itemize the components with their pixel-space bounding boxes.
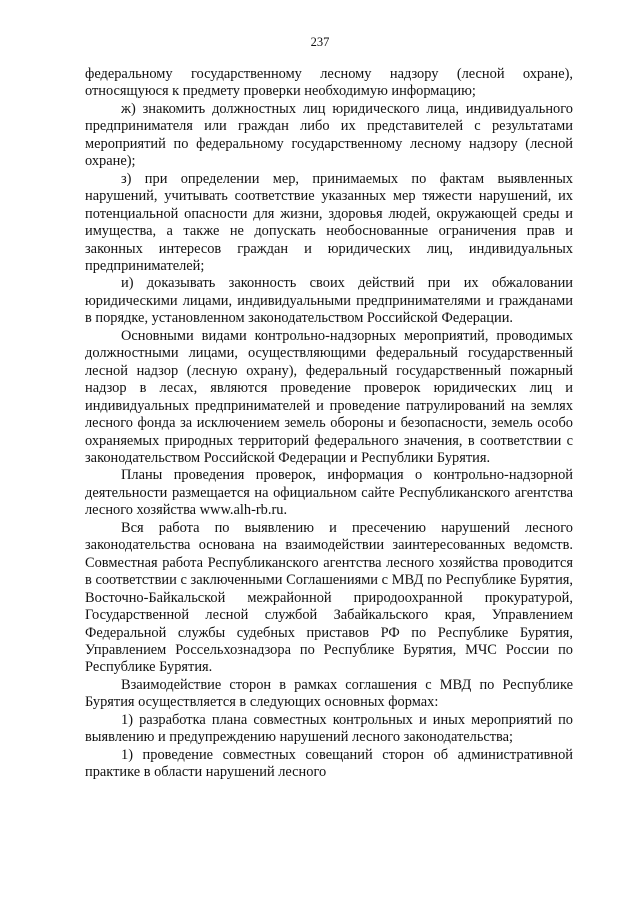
- document-body: [85, 66, 573, 782]
- paragraph-cooperation-forms: Взаимодействие сторон в рамках соглашения с МВД по Республике Бурятия осуществляется в следующих основных формах:: [85, 676, 573, 711]
- paragraph-item-z: з) при определении мер, принимаемых по фактам выявленных нарушений, учитывать соответствие указанных мер тяжести нарушений, их потенциальной опасности для жизни, здоровья людей, окружающей среды и имущества, а также не допускать необоснованные ограничения прав и законных интересов граждан и юридических лиц, индивидуальных предпринимателей;: [85, 170, 573, 274]
- paragraph-continuation: федеральному государственному лесному надзору (лесной охране), относящуюся к предмету проверки необходимую информацию;: [85, 66, 573, 100]
- paragraph-inspection-plans: Планы проведения проверок, информация о контрольно-надзорной деятельности размещается на официальном сайте Республиканского агентства лесного хозяйства www.alh-rb.ru.: [85, 467, 573, 519]
- paragraph-item-i: и) доказывать законность своих действий при их обжаловании юридическими лицами, индивидуальными предпринимателями и гражданами в порядке, установленном законодательством Российской Федерации.: [85, 275, 573, 327]
- page-number: 237: [310, 35, 330, 49]
- paragraph-interagency-work: Вся работа по выявлению и пресечению нарушений лесного законодательства основана на взаимодействии заинтересованных ведомств. Совместная работа Республиканского агентства лесного хозяйства проводится в соответствии с заключенными Соглашениями с МВД по Республике Бурятия, Восточно-Байкальской межрайонной природоохранной прокуратурой, Государственной лесной службой Забайкальского края, Управлением Федеральной службы судебных приставов РФ по Республике Бурятия, Управлением Россельхознадзора по Республике Бурятия, МЧС России по Республике Бурятия.: [85, 519, 573, 676]
- paragraph-item-zh: ж) знакомить должностных лиц юридического лица, индивидуального предпринимателя или граждан либо их представителей с результатами мероприятий по федеральному государственному лесному надзору (лесной охране);: [85, 100, 573, 170]
- paragraph-list-item-1: 1) разработка плана совместных контрольных и иных мероприятий по выявлению и предупреждению нарушений лесного законодательства;: [85, 711, 573, 746]
- paragraph-list-item-2: 1) проведение совместных совещаний сторон об административной практике в области нарушений лесного: [85, 746, 573, 781]
- paragraph-control-measures: Основными видами контрольно-надзорных мероприятий, проводимых должностными лицами, осуществляющими федеральный государственный лесной надзор (лесную охрану), федеральный государственный пожарный надзор в лесах, являются проведение проверок юридических лиц и индивидуальных предпринимателей и проведение патрулирований на землях лесного фонда за исключением земель обороны и безопасности, земель особо охраняемых природных территорий федерального значения, в соответствии с законодательством Российской Федерации и Республики Бурятия.: [85, 327, 573, 466]
